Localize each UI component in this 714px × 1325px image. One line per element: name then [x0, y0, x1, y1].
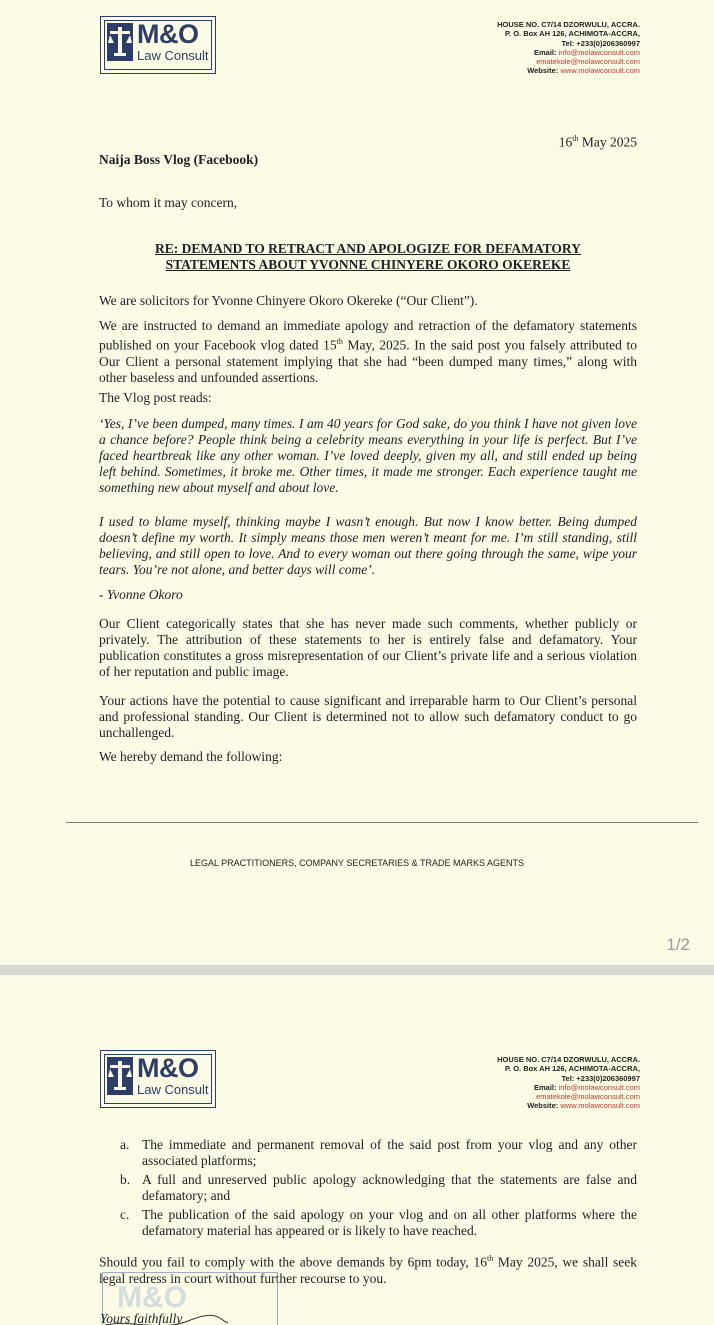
email-label: Email:: [534, 1082, 559, 1092]
letterhead-contact: [497, 20, 640, 76]
sign-off: Yours faithfully: [100, 1311, 183, 1325]
stamp-text: M&O: [117, 1281, 187, 1314]
logo-brand: M&O: [137, 1053, 199, 1083]
list-item: a. The immediate and permanent removal of the said post from your vlog and any other associated platforms;: [120, 1137, 637, 1168]
telephone: Tel: +233(0)206360997: [561, 1073, 640, 1083]
subject-line-2: STATEMENTS ABOUT YVONNE CHINYERE OKORO OKEREKE: [165, 257, 571, 272]
paragraph-instruction: We are instructed to demand an immediate apology and retraction of the defamatory statements published on your Facebook vlog dated 15th May, 2025. In the said post you falsely attributed to Our Client a personal statement implying that she had “been dumped many times,” along with other baseless and unfounded assertions.: [99, 318, 637, 385]
company-logo: [100, 16, 216, 74]
paragraph-vlog-intro: The Vlog post reads:: [99, 390, 212, 405]
website-label: Website:: [527, 66, 561, 76]
address-line-2: P. O. Box AH 126, ACHIMOTA-ACCRA,: [504, 1064, 640, 1074]
email-link-2[interactable]: ematekole@molawconsult.com: [536, 57, 640, 67]
logo-subtitle: Law Consult: [137, 1082, 209, 1097]
paragraph-demand-intro: We hereby demand the following:: [99, 749, 283, 764]
address-line-2: P. O. Box AH 126, ACHIMOTA-ACCRA,: [504, 29, 640, 39]
letter-date: 16th May 2025: [558, 134, 637, 150]
letter-page-2: [0, 975, 714, 1325]
scales-of-justice-icon: [107, 1057, 133, 1095]
email-link-2[interactable]: ematekole@molawconsult.com: [536, 1092, 640, 1102]
telephone: Tel: +233(0)206360997: [561, 38, 640, 48]
company-logo: [100, 1050, 216, 1108]
quote-paragraph-1: ‘Yes, I’ve been dumped, many times. I am 40 years for God sake, do you think I have not given love a chance before? People think being a celebrity means everything in your life is perfect. But I’ve faced heartbreak like any other woman. I’ve loved deeply, given my all, and still ended up being left behind. Sometimes, it broke me. Other times, it made me stronger. Each experience taught me something new about myself and about love.: [99, 416, 637, 495]
salutation: To whom it may concern,: [99, 195, 238, 210]
paragraph-harm: Your actions have the potential to cause significant and irreparable harm to Our Client’s personal and professional standing. Our Client is determined not to allow such defamatory conduct to go unchallenged.: [99, 693, 637, 740]
website-link[interactable]: www.molawconsult.com: [560, 1101, 640, 1111]
page-indicator: 1/2: [666, 935, 690, 954]
demands-list: [112, 1137, 637, 1242]
address-line-1: HOUSE NO. C7/14 DZORWULU, ACCRA.: [497, 20, 640, 29]
email-link-1[interactable]: info@molawconsult.com: [558, 1082, 640, 1092]
logo-subtitle: Law Consult: [137, 48, 209, 63]
paragraph-intro: We are solicitors for Yvonne Chinyere Okoro Okereke (“Our Client”).: [99, 293, 478, 308]
list-item: b. A full and unreserved public apology acknowledging that the statements are false and defamatory; and: [120, 1172, 637, 1203]
website-label: Website:: [527, 1101, 561, 1111]
address-line-1: HOUSE NO. C7/14 DZORWULU, ACCRA.: [497, 1055, 640, 1064]
email-link-1[interactable]: info@molawconsult.com: [558, 47, 640, 57]
quote-attribution: - Yvonne Okoro: [99, 587, 183, 602]
list-item: c. The publication of the said apology on your vlog and on all other platforms where the defamatory material has appeared or is likely to have reached.: [120, 1207, 637, 1238]
footer-divider: [66, 822, 698, 823]
logo-brand: M&O: [137, 19, 199, 49]
paragraph-closing: Should you fail to comply with the above demands by 6pm today, 16th May 2025, we shall seek legal redress in court without further recourse to you.: [99, 1254, 637, 1286]
quote-paragraph-2: I used to blame myself, thinking maybe I wasn’t enough. But now I know better. Being dumped doesn’t define my worth. It simply means those men weren’t meant for me. I’m still standing, still believing, and still open to love. And to every woman out there going through the same, wipe your tears. You’re not alone, and better days will come’.: [99, 514, 637, 577]
website-link[interactable]: www.molawconsult.com: [560, 66, 640, 76]
letterhead-contact: [497, 1055, 640, 1111]
email-label: Email:: [534, 47, 559, 57]
paragraph-denial: Our Client categorically states that she has never made such comments, whether publicly or privately. The attribution of these statements to her is entirely false and defamatory. Your publication constitutes a gross misrepresentation of our Client’s private life and a serious violation of her reputation and public image.: [99, 616, 637, 679]
letterhead-footer: LEGAL PRACTITIONERS, COMPANY SECRETARIES & TRADE MARKS AGENTS: [189, 858, 525, 868]
subject-line-1: RE: DEMAND TO RETRACT AND APOLOGIZE FOR DEFAMATORY: [155, 241, 581, 256]
recipient: Naija Boss Vlog (Facebook): [99, 152, 259, 167]
scales-of-justice-icon: [107, 23, 133, 61]
